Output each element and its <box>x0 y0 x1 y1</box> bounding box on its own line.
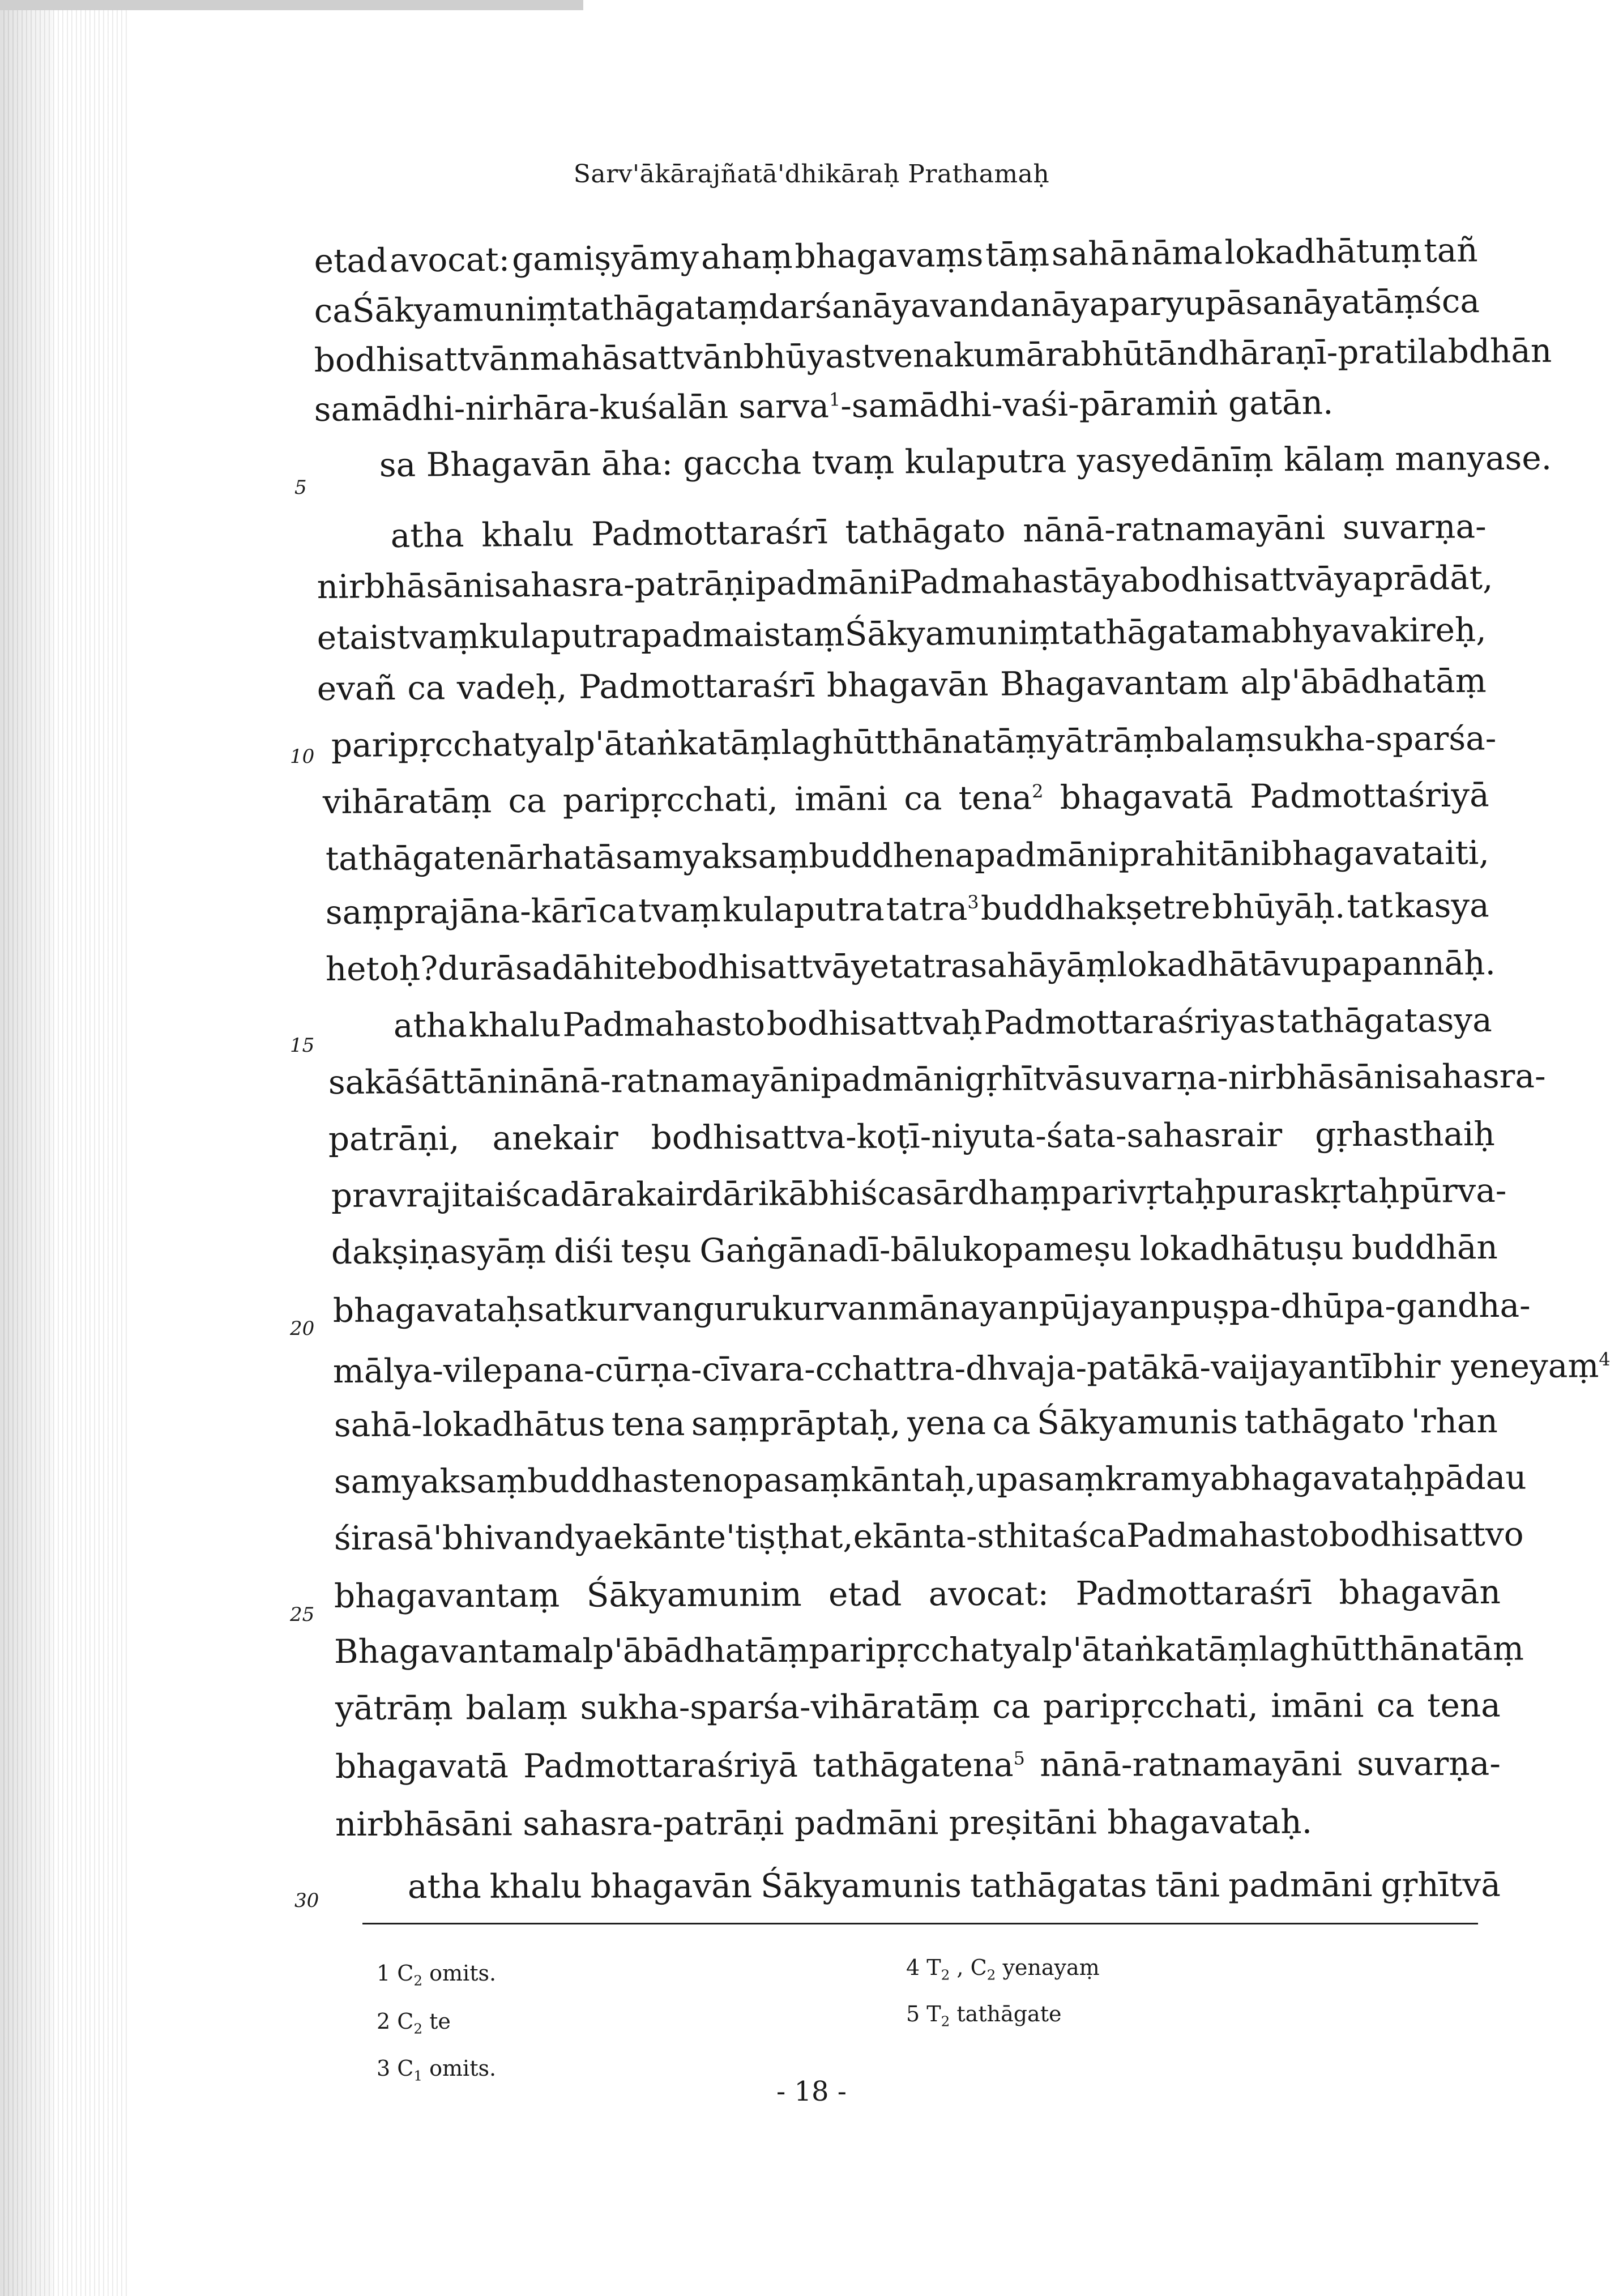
text-line: samyaksaṃbuddhas tenopasaṃkāntaḥ, upasaṃkramya bhagavataḥ pādau <box>334 1458 1527 1501</box>
footnote-marker: 3 <box>967 891 979 913</box>
text-line: bodhisattvān mahāsattvān bhūyastvena kumārabhūtān dhāraṇī-pratilabdhān <box>314 331 1552 379</box>
text-line: patrāṇi, anekair bodhisattva-koṭī-niyuta-śata-sahasrair gṛhasthaiḥ <box>328 1115 1495 1158</box>
line-number: 20 <box>290 1317 315 1340</box>
page-number: - 18 - <box>776 2076 847 2107</box>
footnote: 4 $T_2$ , $C_2$ yenayaṃ <box>906 1955 1100 1983</box>
text-line: atha khalu Padmahasto bodhisattvaḥ Padmottaraśriyas tathāgatasya <box>393 1000 1492 1045</box>
text-line: yātrāṃ balaṃ sukha-sparśa-vihāratāṃ ca paripṛcchati, imāni ca tena <box>335 1685 1501 1727</box>
line-number: 15 <box>290 1034 315 1057</box>
text-line: hetoḥ? durāsadā hi te bodhisattvā ye tatra sahāyāṃ lokadhātāv upapannāḥ. <box>325 944 1496 988</box>
footnote-marker: 1 <box>828 389 841 411</box>
text-line: bhagavataḥ satkurvan gurukurvan mānayan pūjayan puṣpa-dhūpa-gandha- <box>332 1286 1531 1330</box>
text-line: paripṛcchaty alp'ātaṅkatāṃ laghūtthānatāṃ yātrāṃ balaṃ sukha-sparśa- <box>331 719 1497 765</box>
text-line: bhagavantaṃ Śākyamunim etad avocat: Padmottaraśrī bhagavān <box>334 1572 1501 1615</box>
footnote: 2 $C_2$ te <box>377 2009 451 2037</box>
text-line: nirbhāsāni sahasra-patrāṇi padmāni Padmahastāya bodhisattvāya prādāt, <box>317 558 1493 606</box>
line-number: 25 <box>290 1603 315 1626</box>
line-number: 30 <box>294 1889 319 1912</box>
line-number: 10 <box>290 745 315 768</box>
text-line: saṃprajāna-kārī ca tvaṃ kulaputra tatra$^3$ buddhakṣetre bhūyāḥ. tat kasya <box>325 886 1489 932</box>
text-line: vihāratāṃ ca paripṛcchati, imāni ca tena$^2$ bhagavatā Padmottaśriyā <box>322 775 1489 821</box>
text-line: bhagavatā Padmottaraśriyā tathāgatena$^5$ nānā-ratnamayāni suvarṇa- <box>335 1744 1501 1786</box>
text-line: sa Bhagavān āha: gaccha tvaṃ kulaputra yasyedānīṃ kālaṃ manyase. <box>379 438 1552 484</box>
running-head: Sarv'ākārajñatā'dhikāraḥ Prathamaḥ <box>573 160 1050 189</box>
text-line: pravrajitaiś ca dārakair dārikābhiś ca sārdhaṃ parivṛtaḥ puraskṛtaḥ pūrva- <box>331 1171 1507 1215</box>
footnote-marker: 4 <box>1599 1348 1611 1370</box>
footnote: 5 $T_2$ tathāgate <box>906 2001 1062 2030</box>
text-line: nirbhāsāni sahasra-patrāṇi padmāni preṣitāni bhagavataḥ. <box>335 1802 1313 1843</box>
footnote-marker: 5 <box>1013 1747 1025 1769</box>
text-line: evañ ca vadeḥ, Padmottaraśrī bhagavān Bhagavantam alp'ābādhatāṃ <box>317 661 1487 708</box>
footnote-marker: 2 <box>1032 780 1044 803</box>
text-line: samādhi-nirhāra-kuśalān sarva$^1$-samādhi-vaśi-pāramiṅ gatān. <box>314 383 1334 429</box>
text-line: tathāgatenārhatā samyaksaṃbuddhena padmāni prahitāni bhagavata iti, <box>325 833 1489 878</box>
text-line: mālya-vilepana-cūrṇa-cīvara-cchattra-dhvaja-patākā-vaijayantībhir yeneyaṃ$^4$ <box>332 1346 1611 1390</box>
text-line: ca Śākyamuniṃ tathāgataṃ darśanāya vandanāya paryupāsanāya tāṃś ca <box>314 281 1480 330</box>
text-line: atha khalu bhagavān Śākyamunis tathāgatas tāni padmāni gṛhītvā <box>407 1865 1501 1906</box>
text-line: sahā-lokadhātus tena saṃprāptaḥ, yena ca Śākyamunis tathāgato 'rhan <box>334 1401 1498 1444</box>
text-line: etad avocat: gamiṣyāmy ahaṃ bhagavaṃs tāṃ sahā nāma lokadhātuṃ tañ <box>314 231 1478 280</box>
text-line: śirasā 'bhivandya ekānte 'tiṣṭhat, ekānta-sthitaś ca Padmahasto bodhisattvo <box>334 1514 1524 1557</box>
text-line: dakṣiṇasyāṃ diśi teṣu Gaṅgānadī-bālukopameṣu lokadhātuṣu buddhān <box>331 1228 1498 1271</box>
footnote-rule <box>362 1923 1478 1924</box>
text-line: Bhagavantam alp'ābādhatāṃ paripṛcchaty alp'ātaṅkatāṃ laghūtthānatāṃ <box>334 1629 1524 1671</box>
footnote: 3 $C_1$ omits. <box>377 2056 497 2084</box>
line-number: 5 <box>294 476 307 499</box>
text-line: etais tvaṃ kulaputra padmais taṃ Śākyamuniṃ tathāgatam abhyavakireḥ, <box>317 610 1487 657</box>
text-line: atha khalu Padmottaraśrī tathāgato nānā-ratnamayāni suvarṇa- <box>390 507 1487 555</box>
footnote: 1 $C_2$ omits. <box>377 1961 497 1989</box>
text-line: sakāśāt tāni nānā-ratnamayāni padmāni gṛhītvā suvarṇa-nirbhāsāni sahasra- <box>328 1056 1546 1102</box>
